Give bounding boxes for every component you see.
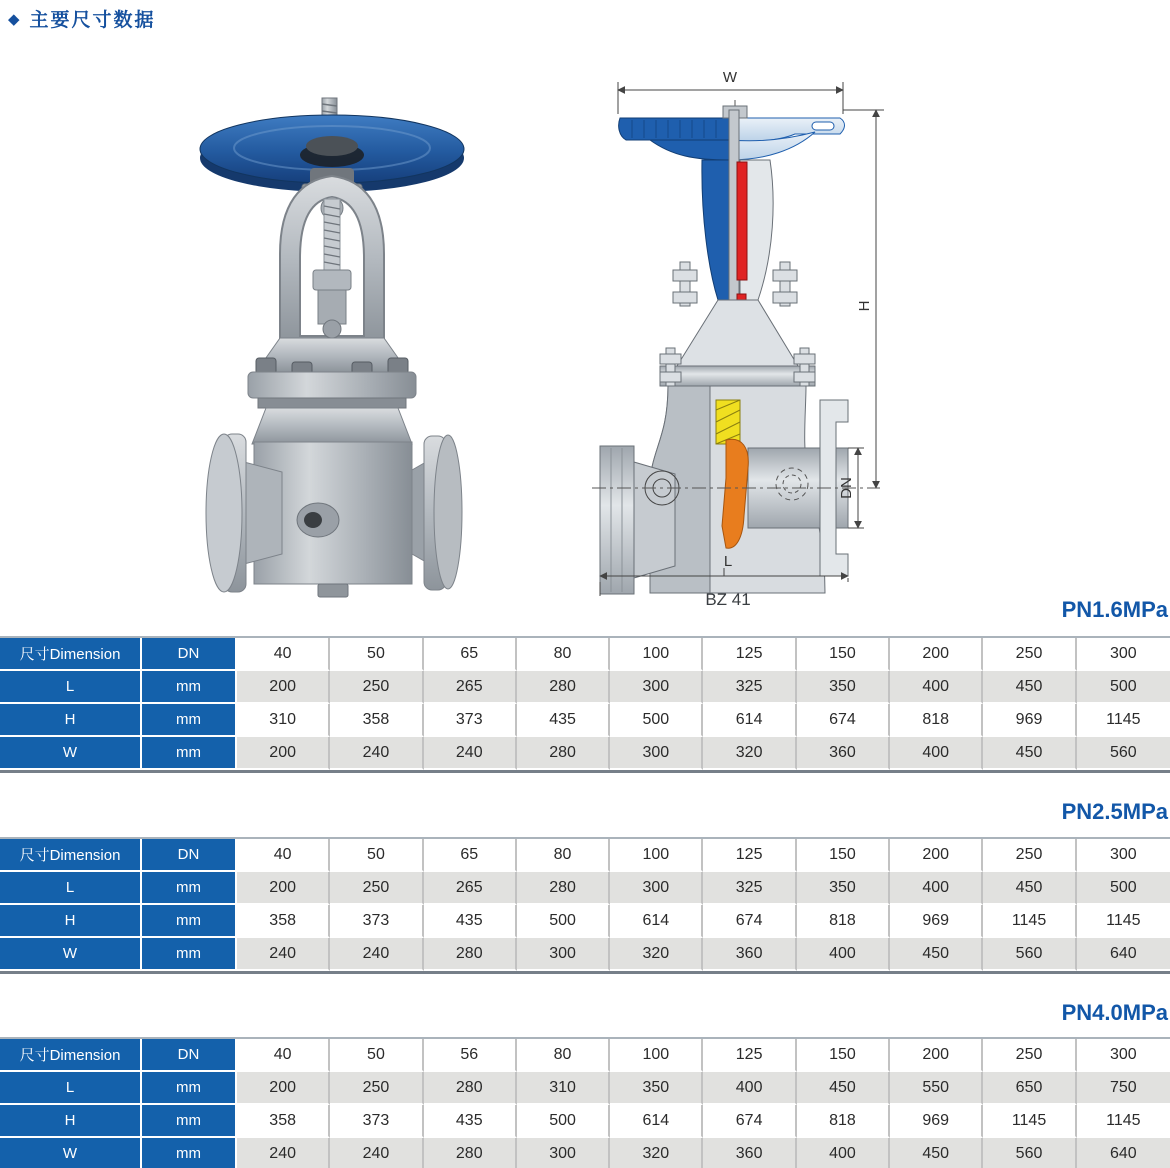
dn-size-cell: 200 <box>890 638 983 671</box>
dimension-value-cell: 325 <box>703 872 796 905</box>
svg-text:DN: DN <box>838 477 855 499</box>
dn-size-cell: 100 <box>610 638 703 671</box>
unit-label: mm <box>142 905 237 938</box>
dimension-value-cell: 640 <box>1077 1138 1170 1168</box>
dimension-value-cell: 450 <box>890 1138 983 1168</box>
dimension-label: H <box>0 704 142 737</box>
table-corner-label: 尺寸Dimension <box>0 839 142 872</box>
dn-size-cell: 250 <box>983 638 1076 671</box>
dimension-value-cell: 550 <box>890 1072 983 1105</box>
dn-size-cell: 100 <box>610 839 703 872</box>
dimension-value-cell: 400 <box>890 872 983 905</box>
dimension-value-cell: 450 <box>983 872 1076 905</box>
dimension-value-cell: 300 <box>517 938 610 971</box>
dimension-value-cell: 1145 <box>1077 704 1170 737</box>
dn-size-cell: 200 <box>890 839 983 872</box>
dimension-value-cell: 818 <box>797 905 890 938</box>
svg-text:L: L <box>723 553 733 570</box>
dimension-value-cell: 640 <box>1077 938 1170 971</box>
pn16-label: PN1.6MPa <box>1061 597 1168 622</box>
dimension-value-cell: 240 <box>424 737 517 770</box>
page-title-text: 主要尺寸数据 <box>29 10 156 31</box>
page-title <box>8 5 156 32</box>
dimension-value-cell: 500 <box>517 905 610 938</box>
unit-label: mm <box>142 1072 237 1105</box>
dimension-value-cell: 250 <box>330 872 423 905</box>
dn-label: DN <box>142 1039 237 1072</box>
dn-size-cell: 50 <box>330 839 423 872</box>
table-corner-label: 尺寸Dimension <box>0 638 142 671</box>
dimension-value-cell: 400 <box>890 671 983 704</box>
dimension-label: L <box>0 872 142 905</box>
table-row <box>0 1138 1170 1168</box>
svg-text:H: H <box>856 300 873 312</box>
dimension-value-cell: 250 <box>330 671 423 704</box>
pn40-table <box>0 1037 1170 1168</box>
dn-label: DN <box>142 638 237 671</box>
dn-size-cell: 50 <box>330 1039 423 1072</box>
dimension-label: H <box>0 905 142 938</box>
unit-label: mm <box>142 671 237 704</box>
dimension-value-cell: 450 <box>890 938 983 971</box>
dimension-label: W <box>0 1138 142 1168</box>
dn-size-cell: 150 <box>797 839 890 872</box>
dimension-value-cell: 300 <box>610 872 703 905</box>
dimension-value-cell: 280 <box>517 872 610 905</box>
dimension-value-cell: 320 <box>610 938 703 971</box>
dimension-value-cell: 280 <box>517 671 610 704</box>
dimension-value-cell: 320 <box>610 1138 703 1168</box>
dn-size-cell: 150 <box>797 1039 890 1072</box>
gland-packing-red <box>737 162 747 280</box>
dn-size-cell: 250 <box>983 1039 1076 1072</box>
dimension-value-cell: 310 <box>517 1072 610 1105</box>
table-header-row <box>0 1039 1170 1072</box>
dn-size-cell: 300 <box>1077 1039 1170 1072</box>
dn-size-cell: 125 <box>703 1039 796 1072</box>
dimension-value-cell: 250 <box>330 1072 423 1105</box>
dimension-value-cell: 373 <box>330 1105 423 1138</box>
dimension-value-cell: 300 <box>517 1138 610 1168</box>
dimension-value-cell: 240 <box>330 737 423 770</box>
dimension-label: W <box>0 737 142 770</box>
dimension-value-cell: 400 <box>797 1138 890 1168</box>
dn-size-cell: 80 <box>517 839 610 872</box>
dimension-value-cell: 1145 <box>983 905 1076 938</box>
dimension-value-cell: 400 <box>890 737 983 770</box>
table-corner-label: 尺寸Dimension <box>0 1039 142 1072</box>
dimension-label: H <box>0 1105 142 1138</box>
dimension-value-cell: 200 <box>237 1072 330 1105</box>
dimension-label: L <box>0 671 142 704</box>
yoke <box>280 176 384 342</box>
dn-label: DN <box>142 839 237 872</box>
dimension-value-cell: 560 <box>983 938 1076 971</box>
dimension-value-cell: 450 <box>983 671 1076 704</box>
dn-size-cell: 100 <box>610 1039 703 1072</box>
dimension-value-cell: 280 <box>424 938 517 971</box>
dn-size-cell: 40 <box>237 839 330 872</box>
dimension-value-cell: 310 <box>237 704 330 737</box>
dimension-value-cell: 560 <box>983 1138 1076 1168</box>
dimension-value-cell: 400 <box>703 1072 796 1105</box>
table-row <box>0 872 1170 905</box>
dimension-value-cell: 500 <box>610 704 703 737</box>
dimension-value-cell: 750 <box>1077 1072 1170 1105</box>
dn-size-cell: 150 <box>797 638 890 671</box>
dimension-value-cell: 435 <box>517 704 610 737</box>
dn-size-cell: 200 <box>890 1039 983 1072</box>
dimension-value-cell: 435 <box>424 1105 517 1138</box>
dimension-value-cell: 373 <box>330 905 423 938</box>
dn-size-cell: 65 <box>424 839 517 872</box>
dimension-value-cell: 280 <box>517 737 610 770</box>
dimension-value-cell: 400 <box>797 938 890 971</box>
dimension-value-cell: 500 <box>517 1105 610 1138</box>
dimension-value-cell: 320 <box>703 737 796 770</box>
dimension-value-cell: 200 <box>237 872 330 905</box>
table-header-row <box>0 638 1170 671</box>
unit-label: mm <box>142 1105 237 1138</box>
dimension-value-cell: 674 <box>703 905 796 938</box>
pn40-label: PN4.0MPa <box>1061 1000 1168 1025</box>
dimension-value-cell: 818 <box>797 1105 890 1138</box>
dn-size-cell: 125 <box>703 839 796 872</box>
body-section <box>592 300 880 594</box>
dimension-value-cell: 969 <box>890 1105 983 1138</box>
dimension-value-cell: 650 <box>983 1072 1076 1105</box>
dimension-value-cell: 674 <box>703 1105 796 1138</box>
dimension-value-cell: 614 <box>703 704 796 737</box>
dimension-value-cell: 280 <box>424 1138 517 1168</box>
table-row <box>0 905 1170 938</box>
table-row <box>0 938 1170 971</box>
dimension-value-cell: 500 <box>1077 671 1170 704</box>
valve-photo <box>150 42 580 602</box>
table-row <box>0 1105 1170 1138</box>
dimension-value-cell: 300 <box>610 671 703 704</box>
dimension-value-cell: 350 <box>797 872 890 905</box>
dimension-value-cell: 1145 <box>1077 1105 1170 1138</box>
dimension-value-cell: 450 <box>797 1072 890 1105</box>
dn-size-cell: 50 <box>330 638 423 671</box>
table-row <box>0 1072 1170 1105</box>
dn-size-cell: 40 <box>237 638 330 671</box>
dimension-value-cell: 360 <box>703 938 796 971</box>
dn-size-cell: 80 <box>517 638 610 671</box>
dimension-value-cell: 240 <box>330 1138 423 1168</box>
dimension-value-cell: 265 <box>424 671 517 704</box>
unit-label: mm <box>142 704 237 737</box>
dimension-value-cell: 280 <box>424 1072 517 1105</box>
dn-size-cell: 40 <box>237 1039 330 1072</box>
dimension-value-cell: 1145 <box>983 1105 1076 1138</box>
dimension-value-cell: 358 <box>237 905 330 938</box>
pn25-label: PN2.5MPa <box>1061 799 1168 824</box>
dimension-value-cell: 300 <box>610 737 703 770</box>
dimension-value-cell: 614 <box>610 905 703 938</box>
seat-yellow <box>716 400 740 444</box>
table-row <box>0 737 1170 770</box>
bonnet <box>248 338 416 408</box>
svg-text:W: W <box>722 69 738 86</box>
dimension-value-cell: 358 <box>237 1105 330 1138</box>
unit-label: mm <box>142 1138 237 1168</box>
table-row <box>0 671 1170 704</box>
unit-label: mm <box>142 737 237 770</box>
dimension-value-cell: 265 <box>424 872 517 905</box>
dimension-value-cell: 200 <box>237 671 330 704</box>
unit-label: mm <box>142 938 237 971</box>
dn-size-cell: 125 <box>703 638 796 671</box>
dn-size-cell: 65 <box>424 638 517 671</box>
dimension-value-cell: 360 <box>703 1138 796 1168</box>
table-header-row <box>0 839 1170 872</box>
dimension-value-cell: 969 <box>983 704 1076 737</box>
dimension-value-cell: 818 <box>890 704 983 737</box>
pn16-table <box>0 636 1170 773</box>
dimension-value-cell: 350 <box>610 1072 703 1105</box>
valve-section-drawing <box>580 48 910 610</box>
dimension-label: L <box>0 1072 142 1105</box>
dimension-value-cell: 435 <box>424 905 517 938</box>
dimension-value-cell: 350 <box>797 671 890 704</box>
dimension-value-cell: 240 <box>330 938 423 971</box>
dimension-value-cell: 200 <box>237 737 330 770</box>
dimension-value-cell: 1145 <box>1077 905 1170 938</box>
dimension-value-cell: 450 <box>983 737 1076 770</box>
dn-size-cell: 250 <box>983 839 1076 872</box>
dn-size-cell: 300 <box>1077 839 1170 872</box>
valve-body <box>206 408 462 597</box>
unit-label: mm <box>142 872 237 905</box>
dimension-value-cell: 240 <box>237 938 330 971</box>
dn-size-cell: 56 <box>424 1039 517 1072</box>
table-row <box>0 704 1170 737</box>
dimension-value-cell: 360 <box>797 737 890 770</box>
dimension-value-cell: 325 <box>703 671 796 704</box>
dimension-value-cell: 614 <box>610 1105 703 1138</box>
dimension-value-cell: 560 <box>1077 737 1170 770</box>
dimension-value-cell: 358 <box>330 704 423 737</box>
dimension-value-cell: 500 <box>1077 872 1170 905</box>
dimension-h <box>843 110 884 488</box>
figure-caption: BZ 41 <box>705 590 751 609</box>
dimension-value-cell: 969 <box>890 905 983 938</box>
pn25-table <box>0 837 1170 974</box>
dn-size-cell: 300 <box>1077 638 1170 671</box>
dn-size-cell: 80 <box>517 1039 610 1072</box>
dimension-value-cell: 674 <box>797 704 890 737</box>
diamond-icon: ◆ <box>8 10 20 28</box>
dimension-label: W <box>0 938 142 971</box>
dimension-value-cell: 240 <box>237 1138 330 1168</box>
dimension-value-cell: 373 <box>424 704 517 737</box>
